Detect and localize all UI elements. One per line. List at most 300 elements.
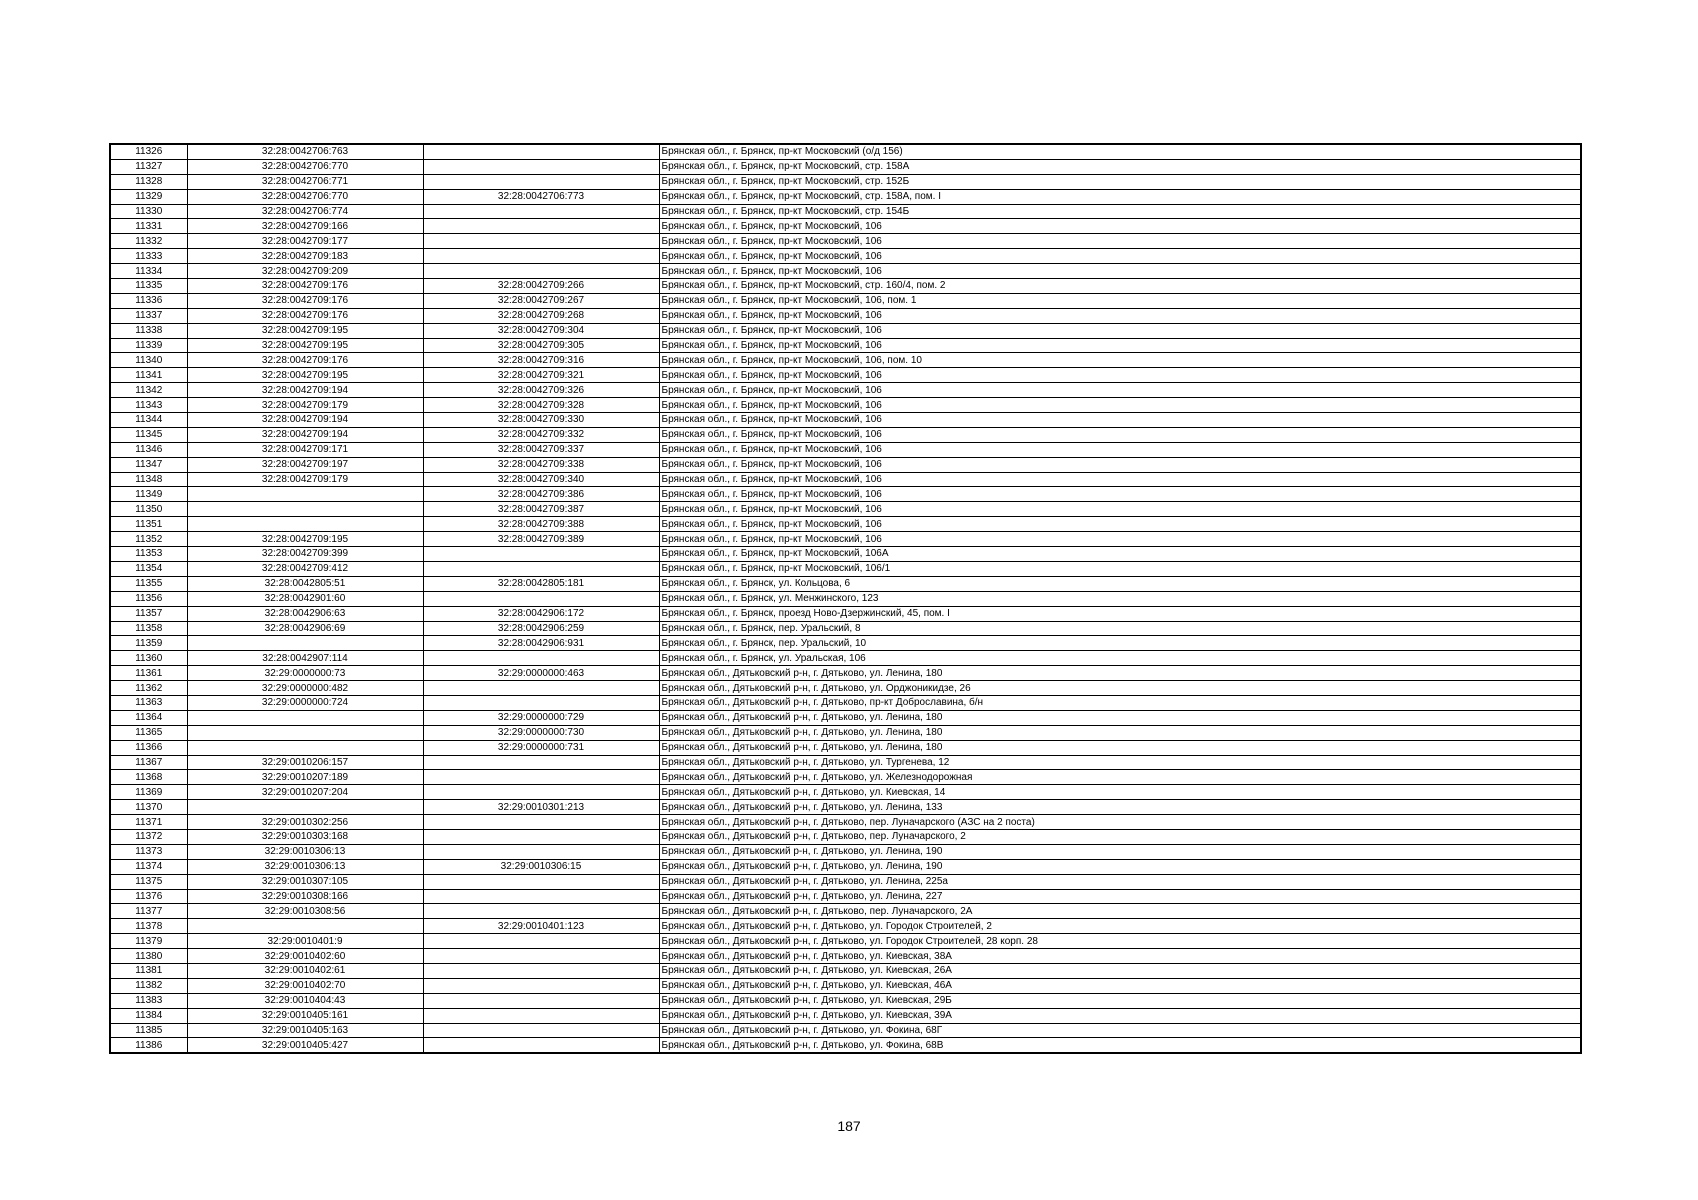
address-cell: Брянская обл., Дятьковский р-н, г. Дятьково, ул. Фокина, 68Г [659, 1023, 1581, 1038]
table-row [110, 457, 1581, 472]
building-cadastral-number-cell: 32:28:0042709:388 [423, 517, 659, 532]
cadastral-number-cell: 32:28:0042709:399 [187, 547, 423, 562]
address-cell: Брянская обл., г. Брянск, пр-кт Московский, 106 [659, 457, 1581, 472]
building-cadastral-number-cell [423, 159, 659, 174]
row-number-cell: 11371 [110, 815, 187, 830]
table-row [110, 695, 1581, 710]
row-number-cell: 11367 [110, 755, 187, 770]
cadastral-number-cell: 32:29:0010206:157 [187, 755, 423, 770]
cadastral-number-cell: 32:28:0042901:60 [187, 591, 423, 606]
cadastral-number-cell: 32:29:0010306:13 [187, 844, 423, 859]
building-cadastral-number-cell [423, 770, 659, 785]
cadastral-number-cell [187, 636, 423, 651]
cadastral-number-cell: 32:29:0010402:60 [187, 949, 423, 964]
building-cadastral-number-cell: 32:28:0042709:387 [423, 502, 659, 517]
row-number-cell: 11384 [110, 1008, 187, 1023]
address-cell: Брянская обл., Дятьковский р-н, г. Дятьково, ул. Ленина, 225а [659, 874, 1581, 889]
cadastral-number-cell: 32:28:0042709:195 [187, 368, 423, 383]
table-row [110, 889, 1581, 904]
address-cell: Брянская обл., г. Брянск, ул. Кольцова, 6 [659, 576, 1581, 591]
row-number-cell: 11379 [110, 934, 187, 949]
table-row [110, 234, 1581, 249]
row-number-cell: 11332 [110, 234, 187, 249]
building-cadastral-number-cell: 32:28:0042709:267 [423, 293, 659, 308]
row-number-cell: 11350 [110, 502, 187, 517]
table-row [110, 651, 1581, 666]
cadastral-number-cell: 32:28:0042709:183 [187, 249, 423, 264]
cadastral-number-cell [187, 800, 423, 815]
building-cadastral-number-cell [423, 949, 659, 964]
building-cadastral-number-cell [423, 844, 659, 859]
building-cadastral-number-cell: 32:28:0042706:773 [423, 189, 659, 204]
cadastral-number-cell: 32:28:0042805:51 [187, 576, 423, 591]
table-row [110, 427, 1581, 442]
building-cadastral-number-cell: 32:29:0000000:731 [423, 740, 659, 755]
cadastral-number-cell [187, 517, 423, 532]
cadastral-number-cell: 32:29:0000000:724 [187, 695, 423, 710]
address-cell: Брянская обл., г. Брянск, пр-кт Московский, 106 [659, 308, 1581, 323]
cadastral-number-cell: 32:29:0010307:105 [187, 874, 423, 889]
table-row [110, 264, 1581, 279]
row-number-cell: 11361 [110, 666, 187, 681]
row-number-cell: 11369 [110, 785, 187, 800]
address-cell: Брянская обл., г. Брянск, пр-кт Московский, стр. 158А, пом. I [659, 189, 1581, 204]
building-cadastral-number-cell: 32:28:0042906:172 [423, 606, 659, 621]
address-cell: Брянская обл., г. Брянск, пр-кт Московский (о/д 156) [659, 144, 1581, 159]
table-row [110, 829, 1581, 844]
cadastral-number-cell: 32:28:0042709:195 [187, 338, 423, 353]
row-number-cell: 11354 [110, 561, 187, 576]
cadastral-number-cell: 32:29:0000000:73 [187, 666, 423, 681]
address-cell: Брянская обл., г. Брянск, пр-кт Московский, 106/1 [659, 561, 1581, 576]
building-cadastral-number-cell [423, 561, 659, 576]
building-cadastral-number-cell [423, 874, 659, 889]
row-number-cell: 11383 [110, 993, 187, 1008]
building-cadastral-number-cell [423, 204, 659, 219]
building-cadastral-number-cell [423, 1038, 659, 1053]
building-cadastral-number-cell [423, 978, 659, 993]
table-row [110, 755, 1581, 770]
table-row [110, 487, 1581, 502]
cadastral-number-cell: 32:28:0042706:774 [187, 204, 423, 219]
cadastral-number-cell: 32:28:0042709:176 [187, 293, 423, 308]
row-number-cell: 11344 [110, 413, 187, 428]
table-row [110, 398, 1581, 413]
table-row [110, 710, 1581, 725]
row-number-cell: 11373 [110, 844, 187, 859]
cadastral-number-cell: 32:29:0010402:70 [187, 978, 423, 993]
table-row [110, 859, 1581, 874]
cadastral-number-cell: 32:29:0010308:56 [187, 904, 423, 919]
address-cell: Брянская обл., Дятьковский р-н, г. Дятьково, ул. Тургенева, 12 [659, 755, 1581, 770]
row-number-cell: 11356 [110, 591, 187, 606]
row-number-cell: 11352 [110, 532, 187, 547]
building-cadastral-number-cell [423, 219, 659, 234]
row-number-cell: 11346 [110, 442, 187, 457]
building-cadastral-number-cell: 32:28:0042709:321 [423, 368, 659, 383]
cadastral-number-cell [187, 710, 423, 725]
table-row [110, 279, 1581, 294]
address-cell: Брянская обл., Дятьковский р-н, г. Дятьково, пер. Луначарского, 2А [659, 904, 1581, 919]
table-row [110, 413, 1581, 428]
row-number-cell: 11366 [110, 740, 187, 755]
row-number-cell: 11335 [110, 279, 187, 294]
cadastral-number-cell: 32:29:0010401:9 [187, 934, 423, 949]
cadastral-number-cell: 32:28:0042706:770 [187, 159, 423, 174]
address-cell: Брянская обл., Дятьковский р-н, г. Дятьково, ул. Орджоникидзе, 26 [659, 681, 1581, 696]
address-cell: Брянская обл., Дятьковский р-н, г. Дятьково, ул. Ленина, 190 [659, 859, 1581, 874]
building-cadastral-number-cell [423, 1023, 659, 1038]
row-number-cell: 11363 [110, 695, 187, 710]
page-number: 187 [837, 1118, 861, 1134]
address-cell: Брянская обл., Дятьковский р-н, г. Дятьково, ул. Ленина, 227 [659, 889, 1581, 904]
table-row [110, 308, 1581, 323]
cadastral-number-cell: 32:28:0042906:69 [187, 621, 423, 636]
building-cadastral-number-cell [423, 264, 659, 279]
address-cell: Брянская обл., г. Брянск, пр-кт Московский, стр. 158А [659, 159, 1581, 174]
address-cell: Брянская обл., г. Брянск, пр-кт Московский, 106 [659, 442, 1581, 457]
cadastral-number-cell: 32:28:0042907:114 [187, 651, 423, 666]
registry-table-body [110, 144, 1581, 1053]
cadastral-number-cell: 32:28:0042706:771 [187, 174, 423, 189]
cadastral-number-cell: 32:28:0042709:209 [187, 264, 423, 279]
building-cadastral-number-cell: 32:28:0042709:337 [423, 442, 659, 457]
building-cadastral-number-cell: 32:28:0042709:389 [423, 532, 659, 547]
cadastral-number-cell [187, 502, 423, 517]
address-cell: Брянская обл., Дятьковский р-н, г. Дятьково, ул. Киевская, 46А [659, 978, 1581, 993]
cadastral-number-cell: 32:29:0010306:13 [187, 859, 423, 874]
table-row [110, 934, 1581, 949]
cadastral-number-cell: 32:28:0042709:171 [187, 442, 423, 457]
table-row [110, 338, 1581, 353]
cadastral-number-cell: 32:29:0010303:168 [187, 829, 423, 844]
address-cell: Брянская обл., Дятьковский р-н, г. Дятьково, ул. Киевская, 14 [659, 785, 1581, 800]
building-cadastral-number-cell [423, 963, 659, 978]
row-number-cell: 11376 [110, 889, 187, 904]
building-cadastral-number-cell [423, 144, 659, 159]
table-row [110, 472, 1581, 487]
table-row [110, 844, 1581, 859]
building-cadastral-number-cell: 32:29:0010306:15 [423, 859, 659, 874]
table-row [110, 740, 1581, 755]
table-row [110, 815, 1581, 830]
address-cell: Брянская обл., г. Брянск, пр-кт Московский, 106 [659, 249, 1581, 264]
row-number-cell: 11386 [110, 1038, 187, 1053]
address-cell: Брянская обл., Дятьковский р-н, г. Дятьково, ул. Фокина, 68В [659, 1038, 1581, 1053]
building-cadastral-number-cell: 32:29:0000000:729 [423, 710, 659, 725]
row-number-cell: 11333 [110, 249, 187, 264]
building-cadastral-number-cell: 32:28:0042709:304 [423, 323, 659, 338]
table-row [110, 800, 1581, 815]
cadastral-number-cell: 32:29:0010402:61 [187, 963, 423, 978]
table-row [110, 159, 1581, 174]
cadastral-number-cell: 32:28:0042709:179 [187, 472, 423, 487]
table-row [110, 1023, 1581, 1038]
address-cell: Брянская обл., г. Брянск, пр-кт Московский, 106 [659, 487, 1581, 502]
table-row [110, 249, 1581, 264]
row-number-cell: 11364 [110, 710, 187, 725]
address-cell: Брянская обл., г. Брянск, пр-кт Московский, стр. 154Б [659, 204, 1581, 219]
address-cell: Брянская обл., г. Брянск, пр-кт Московский, 106 [659, 234, 1581, 249]
cadastral-number-cell: 32:29:0000000:482 [187, 681, 423, 696]
building-cadastral-number-cell [423, 904, 659, 919]
cadastral-number-cell: 32:28:0042709:194 [187, 427, 423, 442]
address-cell: Брянская обл., г. Брянск, пр-кт Московский, 106 [659, 472, 1581, 487]
cadastral-number-cell: 32:28:0042709:195 [187, 323, 423, 338]
cadastral-number-cell: 32:28:0042709:195 [187, 532, 423, 547]
row-number-cell: 11368 [110, 770, 187, 785]
address-cell: Брянская обл., г. Брянск, ул. Уральская, 106 [659, 651, 1581, 666]
address-cell: Брянская обл., Дятьковский р-н, г. Дятьково, ул. Ленина, 190 [659, 844, 1581, 859]
row-number-cell: 11359 [110, 636, 187, 651]
table-row [110, 576, 1581, 591]
row-number-cell: 11326 [110, 144, 187, 159]
building-cadastral-number-cell [423, 889, 659, 904]
cadastral-number-cell: 32:28:0042709:194 [187, 413, 423, 428]
address-cell: Брянская обл., Дятьковский р-н, г. Дятьково, ул. Железнодорожная [659, 770, 1581, 785]
table-row [110, 1008, 1581, 1023]
cadastral-number-cell [187, 725, 423, 740]
address-cell: Брянская обл., г. Брянск, пр-кт Московский, 106 [659, 323, 1581, 338]
building-cadastral-number-cell: 32:28:0042709:326 [423, 383, 659, 398]
row-number-cell: 11339 [110, 338, 187, 353]
address-cell: Брянская обл., Дятьковский р-н, г. Дятьково, пер. Луначарского, 2 [659, 829, 1581, 844]
address-cell: Брянская обл., Дятьковский р-н, г. Дятьково, ул. Городок Строителей, 28 корп. 28 [659, 934, 1581, 949]
address-cell: Брянская обл., Дятьковский р-н, г. Дятьково, ул. Ленина, 180 [659, 666, 1581, 681]
address-cell: Брянская обл., г. Брянск, пр-кт Московский, 106 [659, 383, 1581, 398]
cadastral-number-cell: 32:28:0042706:763 [187, 144, 423, 159]
building-cadastral-number-cell [423, 815, 659, 830]
address-cell: Брянская обл., г. Брянск, пр-кт Московский, 106, пом. 10 [659, 353, 1581, 368]
table-row [110, 993, 1581, 1008]
table-row [110, 919, 1581, 934]
table-row [110, 725, 1581, 740]
building-cadastral-number-cell: 32:28:0042709:316 [423, 353, 659, 368]
row-number-cell: 11338 [110, 323, 187, 338]
building-cadastral-number-cell [423, 249, 659, 264]
cadastral-number-cell: 32:28:0042709:166 [187, 219, 423, 234]
row-number-cell: 11342 [110, 383, 187, 398]
table-row [110, 383, 1581, 398]
cadastral-number-cell: 32:28:0042709:179 [187, 398, 423, 413]
table-row [110, 606, 1581, 621]
address-cell: Брянская обл., Дятьковский р-н, г. Дятьково, пр-кт Доброславина, б/н [659, 695, 1581, 710]
cadastral-number-cell [187, 919, 423, 934]
row-number-cell: 11327 [110, 159, 187, 174]
row-number-cell: 11377 [110, 904, 187, 919]
table-row [110, 532, 1581, 547]
cadastral-number-cell: 32:29:0010207:189 [187, 770, 423, 785]
cadastral-number-cell: 32:28:0042906:63 [187, 606, 423, 621]
registry-table [109, 143, 1582, 1054]
building-cadastral-number-cell: 32:28:0042709:266 [423, 279, 659, 294]
address-cell: Брянская обл., г. Брянск, пр-кт Московский, стр. 152Б [659, 174, 1581, 189]
row-number-cell: 11357 [110, 606, 187, 621]
address-cell: Брянская обл., г. Брянск, ул. Менжинского, 123 [659, 591, 1581, 606]
address-cell: Брянская обл., г. Брянск, пр-кт Московский, 106 [659, 338, 1581, 353]
row-number-cell: 11374 [110, 859, 187, 874]
row-number-cell: 11375 [110, 874, 187, 889]
building-cadastral-number-cell [423, 755, 659, 770]
address-cell: Брянская обл., Дятьковский р-н, г. Дятьково, ул. Киевская, 38А [659, 949, 1581, 964]
building-cadastral-number-cell: 32:28:0042805:181 [423, 576, 659, 591]
cadastral-number-cell: 32:29:0010308:166 [187, 889, 423, 904]
cadastral-number-cell: 32:28:0042709:177 [187, 234, 423, 249]
cadastral-number-cell: 32:28:0042706:770 [187, 189, 423, 204]
building-cadastral-number-cell [423, 234, 659, 249]
row-number-cell: 11336 [110, 293, 187, 308]
table-row [110, 502, 1581, 517]
building-cadastral-number-cell [423, 785, 659, 800]
cadastral-number-cell [187, 740, 423, 755]
table-row [110, 219, 1581, 234]
table-row [110, 547, 1581, 562]
building-cadastral-number-cell [423, 547, 659, 562]
cadastral-number-cell: 32:29:0010405:427 [187, 1038, 423, 1053]
building-cadastral-number-cell: 32:28:0042709:338 [423, 457, 659, 472]
address-cell: Брянская обл., г. Брянск, пр-кт Московский, 106 [659, 413, 1581, 428]
cadastral-number-cell: 32:28:0042709:197 [187, 457, 423, 472]
table-row [110, 442, 1581, 457]
cadastral-number-cell: 32:28:0042709:194 [187, 383, 423, 398]
table-row [110, 636, 1581, 651]
cadastral-number-cell [187, 487, 423, 502]
address-cell: Брянская обл., г. Брянск, пр-кт Московский, 106 [659, 517, 1581, 532]
table-row [110, 174, 1581, 189]
table-row [110, 681, 1581, 696]
table-row [110, 144, 1581, 159]
table-row [110, 770, 1581, 785]
row-number-cell: 11365 [110, 725, 187, 740]
row-number-cell: 11385 [110, 1023, 187, 1038]
cadastral-number-cell: 32:29:0010405:161 [187, 1008, 423, 1023]
row-number-cell: 11362 [110, 681, 187, 696]
row-number-cell: 11353 [110, 547, 187, 562]
row-number-cell: 11345 [110, 427, 187, 442]
building-cadastral-number-cell [423, 1008, 659, 1023]
row-number-cell: 11380 [110, 949, 187, 964]
address-cell: Брянская обл., Дятьковский р-н, г. Дятьково, ул. Киевская, 39А [659, 1008, 1581, 1023]
address-cell: Брянская обл., г. Брянск, пер. Уральский, 10 [659, 636, 1581, 651]
cadastral-number-cell: 32:28:0042709:176 [187, 353, 423, 368]
table-row [110, 353, 1581, 368]
address-cell: Брянская обл., г. Брянск, пр-кт Московский, 106 [659, 264, 1581, 279]
row-number-cell: 11330 [110, 204, 187, 219]
address-cell: Брянская обл., Дятьковский р-н, г. Дятьково, ул. Ленина, 180 [659, 710, 1581, 725]
table-row [110, 621, 1581, 636]
table-row [110, 293, 1581, 308]
building-cadastral-number-cell [423, 993, 659, 1008]
row-number-cell: 11340 [110, 353, 187, 368]
table-row [110, 323, 1581, 338]
address-cell: Брянская обл., г. Брянск, пр-кт Московский, стр. 160/4, пом. 2 [659, 279, 1581, 294]
row-number-cell: 11341 [110, 368, 187, 383]
row-number-cell: 11328 [110, 174, 187, 189]
table-row [110, 591, 1581, 606]
row-number-cell: 11334 [110, 264, 187, 279]
row-number-cell: 11355 [110, 576, 187, 591]
address-cell: Брянская обл., Дятьковский р-н, г. Дятьково, ул. Городок Строителей, 2 [659, 919, 1581, 934]
address-cell: Брянская обл., Дятьковский р-н, г. Дятьково, ул. Киевская, 26А [659, 963, 1581, 978]
table-row [110, 785, 1581, 800]
row-number-cell: 11381 [110, 963, 187, 978]
cadastral-number-cell: 32:28:0042709:412 [187, 561, 423, 576]
table-row [110, 189, 1581, 204]
row-number-cell: 11348 [110, 472, 187, 487]
address-cell: Брянская обл., Дятьковский р-н, г. Дятьково, ул. Киевская, 29Б [659, 993, 1581, 1008]
building-cadastral-number-cell: 32:28:0042709:305 [423, 338, 659, 353]
row-number-cell: 11382 [110, 978, 187, 993]
table-row [110, 204, 1581, 219]
table-row [110, 666, 1581, 681]
building-cadastral-number-cell: 32:28:0042906:931 [423, 636, 659, 651]
address-cell: Брянская обл., г. Брянск, пр-кт Московский, 106 [659, 219, 1581, 234]
row-number-cell: 11370 [110, 800, 187, 815]
row-number-cell: 11378 [110, 919, 187, 934]
address-cell: Брянская обл., Дятьковский р-н, г. Дятьково, ул. Ленина, 133 [659, 800, 1581, 815]
table-row [110, 963, 1581, 978]
building-cadastral-number-cell: 32:28:0042709:340 [423, 472, 659, 487]
row-number-cell: 11337 [110, 308, 187, 323]
row-number-cell: 11372 [110, 829, 187, 844]
row-number-cell: 11358 [110, 621, 187, 636]
building-cadastral-number-cell: 32:28:0042709:328 [423, 398, 659, 413]
address-cell: Брянская обл., г. Брянск, проезд Ново-Дзержинский, 45, пом. I [659, 606, 1581, 621]
address-cell: Брянская обл., Дятьковский р-н, г. Дятьково, пер. Луначарского (АЗС на 2 поста) [659, 815, 1581, 830]
row-number-cell: 11329 [110, 189, 187, 204]
building-cadastral-number-cell [423, 174, 659, 189]
building-cadastral-number-cell: 32:29:0010401:123 [423, 919, 659, 934]
row-number-cell: 11343 [110, 398, 187, 413]
address-cell: Брянская обл., Дятьковский р-н, г. Дятьково, ул. Ленина, 180 [659, 740, 1581, 755]
table-row [110, 517, 1581, 532]
building-cadastral-number-cell: 32:28:0042709:332 [423, 427, 659, 442]
address-cell: Брянская обл., г. Брянск, пр-кт Московский, 106, пом. 1 [659, 293, 1581, 308]
building-cadastral-number-cell: 32:28:0042709:268 [423, 308, 659, 323]
table-row [110, 1038, 1581, 1053]
cadastral-number-cell: 32:29:0010207:204 [187, 785, 423, 800]
table-row [110, 561, 1581, 576]
row-number-cell: 11347 [110, 457, 187, 472]
building-cadastral-number-cell: 32:28:0042709:386 [423, 487, 659, 502]
building-cadastral-number-cell [423, 695, 659, 710]
building-cadastral-number-cell [423, 681, 659, 696]
row-number-cell: 11360 [110, 651, 187, 666]
building-cadastral-number-cell: 32:29:0010301:213 [423, 800, 659, 815]
building-cadastral-number-cell: 32:29:0000000:730 [423, 725, 659, 740]
building-cadastral-number-cell: 32:29:0000000:463 [423, 666, 659, 681]
address-cell: Брянская обл., г. Брянск, пр-кт Московский, 106 [659, 502, 1581, 517]
address-cell: Брянская обл., г. Брянск, пр-кт Московский, 106А [659, 547, 1581, 562]
address-cell: Брянская обл., Дятьковский р-н, г. Дятьково, ул. Ленина, 180 [659, 725, 1581, 740]
address-cell: Брянская обл., г. Брянск, пр-кт Московский, 106 [659, 398, 1581, 413]
row-number-cell: 11349 [110, 487, 187, 502]
cadastral-number-cell: 32:29:0010404:43 [187, 993, 423, 1008]
building-cadastral-number-cell: 32:28:0042709:330 [423, 413, 659, 428]
address-cell: Брянская обл., г. Брянск, пр-кт Московский, 106 [659, 427, 1581, 442]
address-cell: Брянская обл., г. Брянск, пер. Уральский, 8 [659, 621, 1581, 636]
cadastral-number-cell: 32:29:0010302:256 [187, 815, 423, 830]
cadastral-number-cell: 32:28:0042709:176 [187, 308, 423, 323]
building-cadastral-number-cell [423, 934, 659, 949]
cadastral-number-cell: 32:28:0042709:176 [187, 279, 423, 294]
row-number-cell: 11331 [110, 219, 187, 234]
table-row [110, 874, 1581, 889]
table-row [110, 978, 1581, 993]
building-cadastral-number-cell [423, 651, 659, 666]
building-cadastral-number-cell [423, 591, 659, 606]
table-row [110, 368, 1581, 383]
